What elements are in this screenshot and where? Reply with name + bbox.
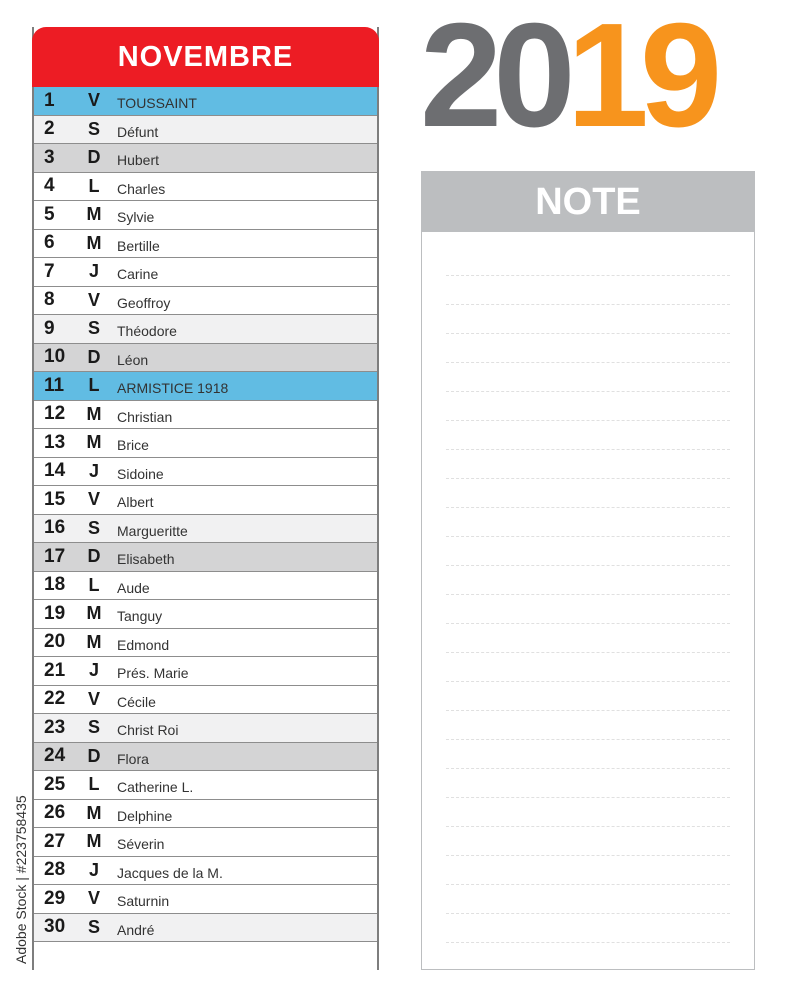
day-number: 8 — [44, 289, 55, 311]
day-row — [34, 87, 377, 116]
saint-name: Sylvie — [117, 209, 155, 225]
day-of-week: J — [88, 261, 99, 282]
day-of-week: M — [86, 603, 102, 624]
note-line[interactable] — [446, 623, 730, 624]
saint-name: Saturnin — [117, 893, 170, 909]
year-part-2: 19 — [566, 0, 714, 158]
day-number: 11 — [44, 374, 65, 396]
day-of-week: L — [88, 574, 100, 595]
day-number: 10 — [44, 346, 66, 368]
day-number: 26 — [44, 802, 66, 824]
empty-row — [34, 942, 377, 971]
day-number: 15 — [44, 488, 66, 510]
note-line[interactable] — [446, 681, 730, 682]
note-line[interactable] — [446, 594, 730, 595]
day-of-week: V — [87, 489, 100, 510]
day-number: 21 — [44, 659, 66, 681]
saint-name: Catherine L. — [117, 779, 194, 795]
day-row — [34, 258, 377, 287]
saint-name: Théodore — [117, 323, 177, 339]
saint-name: Christian — [117, 408, 173, 425]
note-line[interactable] — [446, 884, 730, 885]
note-line[interactable] — [446, 710, 730, 711]
note-line[interactable] — [446, 478, 730, 479]
day-number: 6 — [44, 232, 55, 254]
day-number: 4 — [44, 175, 55, 197]
day-number: 12 — [44, 403, 66, 425]
day-of-week: S — [87, 318, 100, 339]
day-number: 24 — [44, 745, 66, 767]
note-line[interactable] — [446, 449, 730, 450]
day-row — [34, 771, 377, 800]
saint-name: Défunt — [117, 123, 159, 140]
day-of-week: M — [86, 432, 102, 453]
day-row — [34, 543, 377, 572]
note-line[interactable] — [446, 913, 730, 914]
day-of-week: S — [87, 717, 100, 738]
day-of-week: J — [88, 859, 99, 880]
day-of-week: V — [87, 888, 100, 909]
day-number: 1 — [44, 89, 55, 111]
day-row — [34, 629, 377, 658]
day-of-week: L — [88, 375, 100, 396]
saint-name: Flora — [117, 750, 149, 767]
saint-name: Albert — [117, 494, 154, 510]
day-of-week: S — [87, 916, 100, 937]
day-number: 29 — [44, 887, 66, 909]
day-number: 16 — [44, 517, 66, 539]
day-row — [34, 458, 377, 487]
day-row — [34, 173, 377, 202]
saint-name: Aude — [117, 579, 150, 596]
day-of-week: M — [86, 232, 102, 253]
saint-name: Christ Roi — [117, 722, 179, 738]
saint-name: Jacques de la M. — [117, 864, 223, 881]
day-of-week: J — [88, 660, 99, 681]
day-number: 20 — [44, 631, 66, 653]
day-number: 3 — [44, 146, 55, 168]
year-title — [420, 0, 714, 158]
day-of-week: L — [88, 774, 100, 795]
day-row — [34, 344, 377, 373]
day-number: 7 — [44, 260, 55, 282]
day-of-week: L — [88, 175, 100, 196]
day-of-week: S — [87, 118, 100, 139]
saint-name: Edmond — [117, 636, 170, 653]
day-row — [34, 401, 377, 430]
saint-name: André — [117, 921, 155, 938]
saint-name: Carine — [117, 266, 159, 282]
day-of-week: M — [86, 831, 102, 852]
day-number: 19 — [44, 602, 66, 624]
note-line[interactable] — [446, 275, 730, 276]
saint-name: Sidoine — [117, 465, 164, 482]
note-line[interactable] — [446, 826, 730, 827]
calendar-panel — [32, 27, 379, 970]
day-row — [34, 230, 377, 259]
note-line[interactable] — [446, 333, 730, 334]
note-line[interactable] — [446, 768, 730, 769]
day-of-week: V — [87, 688, 100, 709]
day-number: 22 — [44, 688, 66, 710]
note-panel — [421, 171, 755, 970]
note-header — [422, 172, 754, 232]
day-row — [34, 657, 377, 686]
saint-name: Brice — [117, 437, 149, 453]
day-row — [34, 515, 377, 544]
day-row — [34, 201, 377, 230]
note-line[interactable] — [446, 565, 730, 566]
stock-id-label: Adobe Stock | #223758435 — [13, 795, 29, 965]
saint-name: Séverin — [117, 836, 165, 852]
saint-name: Geoffroy — [117, 294, 171, 311]
day-row — [34, 116, 377, 145]
day-row — [34, 372, 377, 401]
day-row — [34, 315, 377, 344]
day-of-week: D — [87, 546, 101, 567]
saint-name: Hubert — [117, 152, 160, 168]
saint-name: Delphine — [117, 807, 173, 824]
saint-name: Bertille — [117, 237, 160, 254]
day-number: 5 — [44, 203, 55, 225]
saint-name: Margueritte — [117, 522, 188, 539]
note-line[interactable] — [446, 797, 730, 798]
day-number: 2 — [44, 118, 55, 140]
note-line[interactable] — [446, 507, 730, 508]
day-of-week: V — [87, 289, 100, 310]
day-row — [34, 686, 377, 715]
saint-name: Prés. Marie — [117, 665, 189, 681]
day-row — [34, 572, 377, 601]
day-number: 30 — [44, 916, 66, 938]
day-of-week: D — [87, 346, 101, 367]
day-number: 18 — [44, 574, 66, 596]
day-of-week: M — [86, 631, 102, 652]
day-of-week: S — [87, 517, 100, 538]
note-line[interactable] — [446, 362, 730, 363]
saint-name: TOUSSAINT — [117, 95, 197, 111]
day-row — [34, 743, 377, 772]
month-title: NOVEMBRE — [117, 40, 294, 73]
day-row — [34, 857, 377, 886]
day-row — [34, 486, 377, 515]
day-row — [34, 429, 377, 458]
note-line[interactable] — [446, 652, 730, 653]
note-line[interactable] — [446, 942, 730, 943]
day-list — [34, 87, 377, 971]
year-part-1: 20 — [420, 0, 567, 158]
saint-name: Elisabeth — [117, 551, 175, 567]
note-line[interactable] — [446, 391, 730, 392]
day-row — [34, 800, 377, 829]
month-header — [32, 27, 379, 87]
note-title: NOTE — [535, 180, 641, 223]
saint-name: Cécile — [117, 693, 156, 710]
saint-name: ARMISTICE 1918 — [117, 380, 229, 396]
note-line[interactable] — [446, 739, 730, 740]
day-number: 13 — [44, 431, 66, 453]
day-row — [34, 144, 377, 173]
day-number: 17 — [44, 545, 66, 567]
note-line[interactable] — [446, 855, 730, 856]
day-of-week: M — [86, 802, 102, 823]
day-number: 14 — [44, 460, 66, 482]
day-of-week: D — [87, 147, 101, 168]
day-row — [34, 914, 377, 943]
day-number: 27 — [44, 830, 66, 852]
day-number: 9 — [44, 317, 55, 339]
day-row — [34, 600, 377, 629]
day-number: 28 — [44, 859, 66, 881]
day-row — [34, 828, 377, 857]
day-row — [34, 714, 377, 743]
note-line[interactable] — [446, 304, 730, 305]
note-line[interactable] — [446, 420, 730, 421]
day-of-week: D — [87, 745, 101, 766]
saint-name: Léon — [117, 351, 149, 368]
saint-name: Charles — [117, 180, 166, 197]
day-row — [34, 885, 377, 914]
note-line[interactable] — [446, 536, 730, 537]
saint-name: Tanguy — [117, 608, 163, 624]
day-of-week: M — [86, 403, 102, 424]
day-number: 23 — [44, 716, 66, 738]
day-row — [34, 287, 377, 316]
day-of-week: M — [86, 204, 102, 225]
day-of-week: V — [87, 90, 100, 111]
day-number: 25 — [44, 773, 66, 795]
day-of-week: J — [88, 460, 99, 481]
